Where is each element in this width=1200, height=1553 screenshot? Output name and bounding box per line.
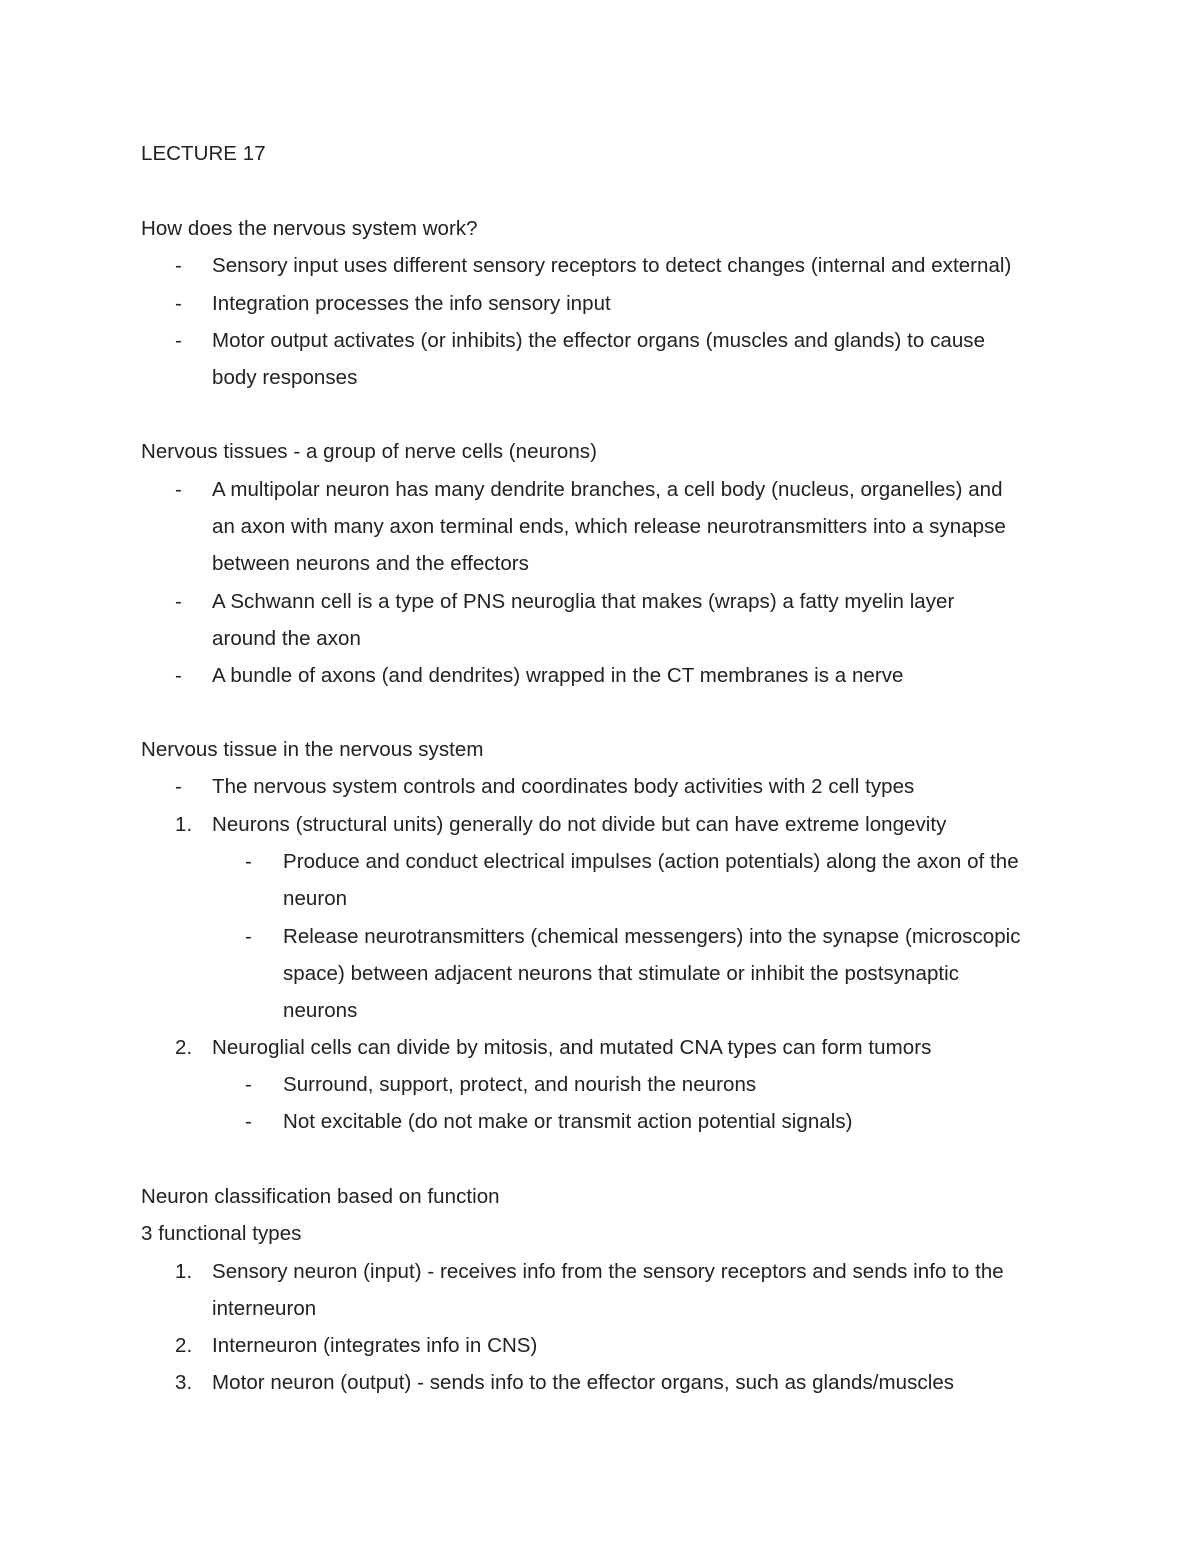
- list-number: 2.: [175, 1036, 193, 1059]
- bullet-text: Integration processes the info sensory input: [212, 292, 611, 315]
- list-number: 1.: [175, 1260, 193, 1283]
- section-subheading: 3 functional types: [141, 1222, 302, 1245]
- bullet-text: A Schwann cell is a type of PNS neuroglia that makes (wraps) a fatty myelin layer: [212, 590, 955, 613]
- lecture-title: LECTURE 17: [141, 142, 266, 165]
- sub-bullet-text: Produce and conduct electrical impulses (action potentials) along the axon of the: [283, 850, 1019, 873]
- bullet-text: Motor output activates (or inhibits) the effector organs (muscles and glands) to cause: [212, 329, 986, 352]
- list-item-text-continued: interneuron: [212, 1297, 317, 1320]
- section-heading: How does the nervous system work?: [141, 217, 478, 240]
- sub-bullet-marker: -: [245, 1110, 252, 1133]
- sub-bullet-marker: -: [245, 1073, 252, 1096]
- bullet-marker: -: [175, 775, 182, 798]
- sub-bullet-marker: -: [245, 850, 252, 873]
- list-item-text: Sensory neuron (input) - receives info from the sensory receptors and sends info to the: [212, 1260, 1004, 1283]
- section-heading: Neuron classification based on function: [141, 1185, 500, 1208]
- list-number: 1.: [175, 813, 193, 836]
- sub-bullet-text-continued: neurons: [283, 999, 358, 1022]
- bullet-text-continued: between neurons and the effectors: [212, 552, 529, 575]
- sub-bullet-text: Release neurotransmitters (chemical messengers) into the synapse (microscopic: [283, 925, 1021, 948]
- bullet-text: A bundle of axons (and dendrites) wrapped in the CT membranes is a nerve: [212, 664, 904, 687]
- list-item-text: Neurons (structural units) generally do not divide but can have extreme longevity: [212, 813, 947, 836]
- bullet-text-continued: body responses: [212, 366, 358, 389]
- list-item-text: Neuroglial cells can divide by mitosis, and mutated CNA types can form tumors: [212, 1036, 932, 1059]
- bullet-text-continued: an axon with many axon terminal ends, which release neurotransmitters into a synapse: [212, 515, 1006, 538]
- bullet-text: Sensory input uses different sensory receptors to detect changes (internal and external): [212, 254, 1012, 277]
- bullet-marker: -: [175, 254, 182, 277]
- list-number: 3.: [175, 1371, 193, 1394]
- sub-bullet-text-continued: neuron: [283, 887, 348, 910]
- bullet-marker: -: [175, 590, 182, 613]
- bullet-marker: -: [175, 664, 182, 687]
- section-heading: Nervous tissues - a group of nerve cells (neurons): [141, 440, 597, 463]
- list-item-text: Motor neuron (output) - sends info to the effector organs, such as glands/muscles: [212, 1371, 955, 1394]
- sub-bullet-marker: -: [245, 925, 252, 948]
- sub-bullet-text: Not excitable (do not make or transmit action potential signals): [283, 1110, 853, 1133]
- sub-bullet-text: Surround, support, protect, and nourish the neurons: [283, 1073, 757, 1096]
- section-heading: Nervous tissue in the nervous system: [141, 738, 484, 761]
- list-item-text: Interneuron (integrates info in CNS): [212, 1334, 538, 1357]
- bullet-text: A multipolar neuron has many dendrite branches, a cell body (nucleus, organelles) and: [212, 478, 1003, 501]
- bullet-marker: -: [175, 292, 182, 315]
- bullet-text-continued: around the axon: [212, 627, 361, 650]
- bullet-marker: -: [175, 478, 182, 501]
- bullet-marker: -: [175, 329, 182, 352]
- bullet-text: The nervous system controls and coordinates body activities with 2 cell types: [212, 775, 915, 798]
- list-number: 2.: [175, 1334, 193, 1357]
- sub-bullet-text-continued: space) between adjacent neurons that stimulate or inhibit the postsynaptic: [283, 962, 960, 985]
